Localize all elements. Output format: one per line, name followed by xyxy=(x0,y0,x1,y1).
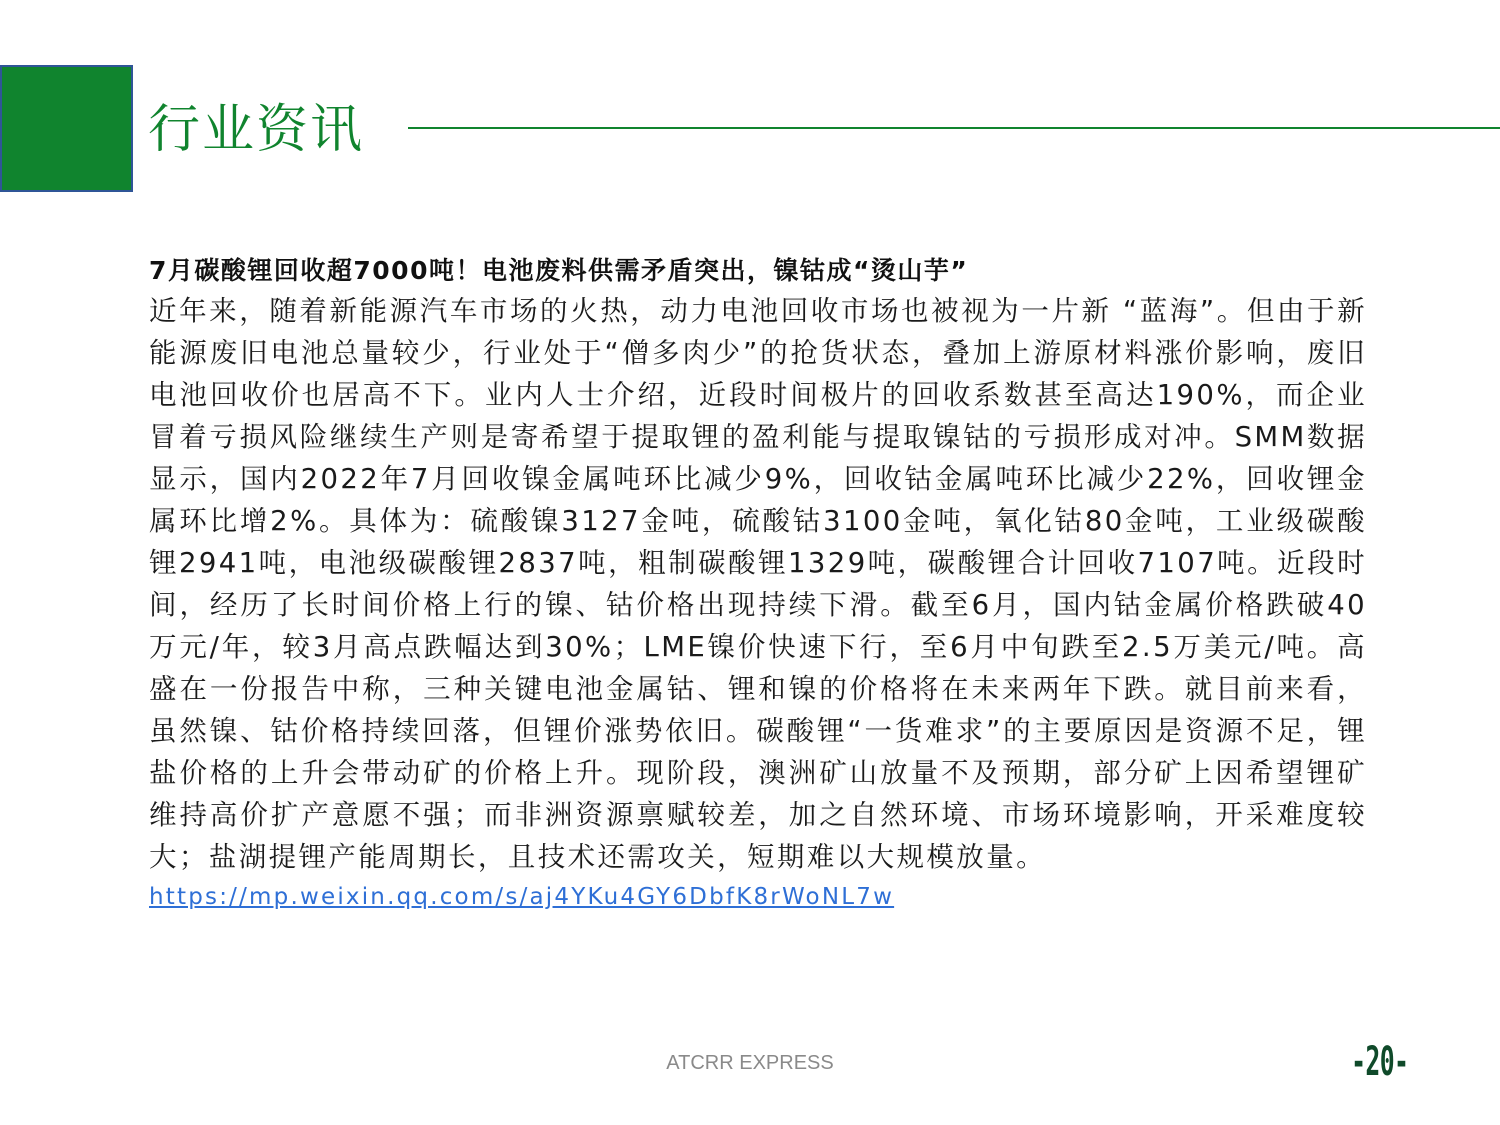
article xyxy=(149,252,1367,914)
header-green-block xyxy=(0,65,133,192)
article-body: 近年来，随着新能源汽车市场的火热，动力电池回收市场也被视为一片新 “蓝海”。但由于新能源废旧电池总量较少，行业处于“僧多肉少”的抢货状态，叠加上游原材料涨价影响，废旧电池回收价也居高不下。业内人士介绍，近段时间极片的回收系数甚至高达190%，而企业冒着亏损风险继续生产则是寄希望于提取锂的盈利能与提取镍钴的亏损形成对冲。SMM数据显示，国内2022年7月回收镍金属吨环比减少9%，回收钴金属吨环比减少22%，回收锂金属环比增2%。具体为：硫酸镍3127金吨，硫酸钴3100金吨，氧化钴80金吨，工业级碳酸锂2941吨，电池级碳酸锂2837吨，粗制碳酸锂1329吨，碳酸锂合计回收7107吨。近段时间，经历了长时间价格上行的镍、钴价格出现持续下滑。截至6月，国内钴金属价格跌破40万元/年，较3月高点跌幅达到30%；LME镍价快速下行，至6月中旬跌至2.5万美元/吨。高盛在一份报告中称，三种关键电池金属钴、锂和镍的价格将在未来两年下跌。就目前来看，虽然镍、钴价格持续回落，但锂价涨势依旧。碳酸锂“一货难求”的主要原因是资源不足，锂盐价格的上升会带动矿的价格上升。现阶段，澳洲矿山放量不及预期，部分矿上因希望锂矿维持高价扩产意愿不强；而非洲资源禀赋较差，加之自然环境、市场环境影响，开采难度较大；盐湖提锂产能周期长，且技术还需攻关，短期难以大规模放量。 xyxy=(149,295,1367,873)
article-headline: 7月碳酸锂回收超7000吨！电池废料供需矛盾突出，镍钴成“烫山芋” xyxy=(149,256,969,285)
page-number: -20- xyxy=(1350,1039,1408,1085)
section-title: 行业资讯 xyxy=(148,100,365,160)
title-divider xyxy=(408,127,1500,129)
footer-brand: ATCRR EXPRESS xyxy=(666,1052,834,1074)
article-source-link[interactable]: https://mp.weixin.qq.com/s/aj4YKu4GY6DbfK8rWoNL7w xyxy=(149,884,895,910)
